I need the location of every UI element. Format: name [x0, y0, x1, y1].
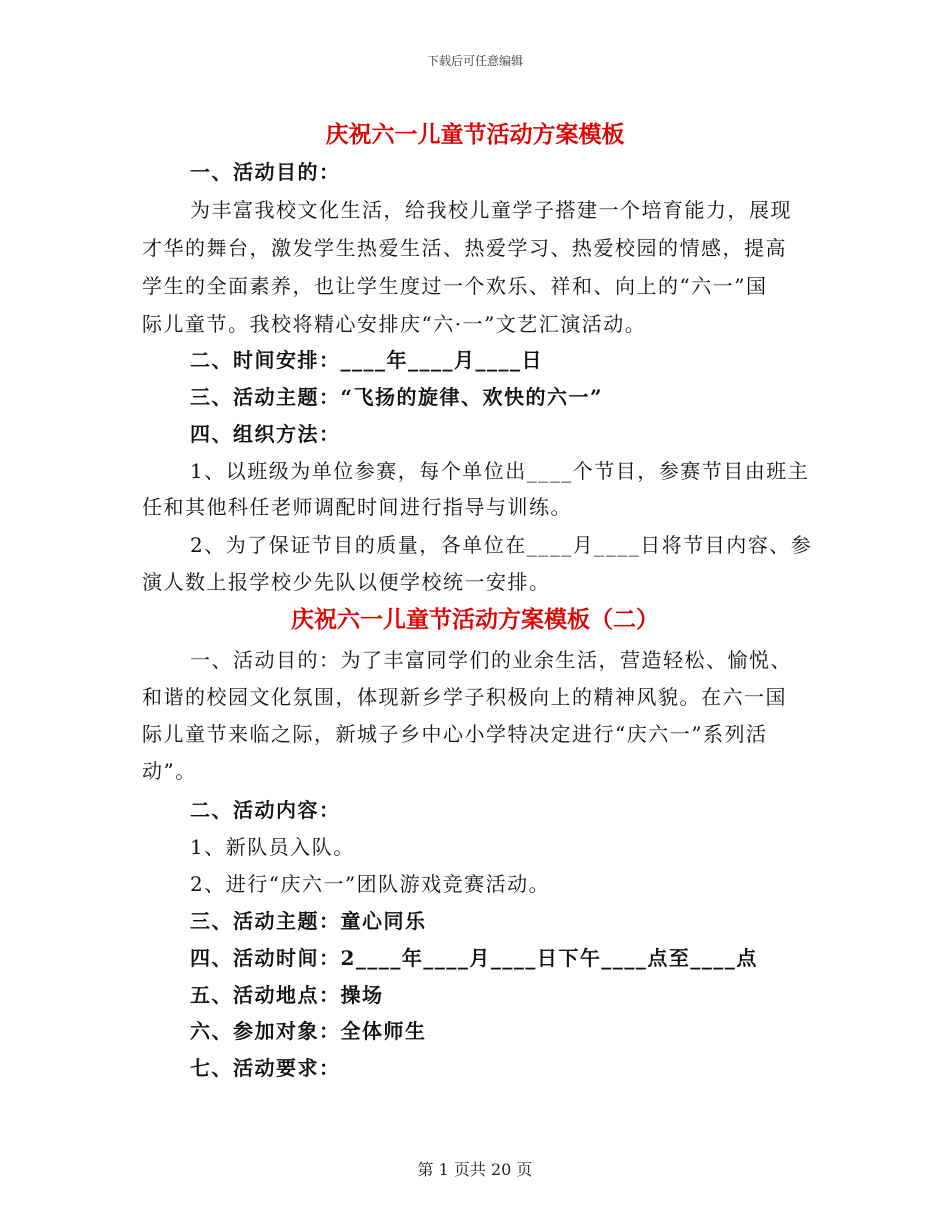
list-item: 1、新队员入队。 [190, 835, 355, 859]
paragraph-line: 和谐的校园文化氛围，体现新乡学子积极向上的精神风貌。在六一国 [142, 685, 787, 709]
heading-place: 五、活动地点：操场 [190, 983, 384, 1007]
paragraph-line: 才华的舞台，激发学生热爱生活、热爱学习、热爱校园的情感，提高 [142, 236, 787, 260]
heading-requirements: 七、活动要求： [190, 1056, 341, 1080]
paragraph-line: 际儿童节来临之际，新城子乡中心小学特决定进行“庆六一”系列活 [142, 722, 768, 746]
paragraph-line: 学生的全面素养，也让学生度过一个欢乐、祥和、向上的“六一”国 [142, 274, 768, 298]
heading-content: 二、活动内容： [190, 798, 341, 822]
paragraph-line: 际儿童节。我校将精心安排庆“六·一”文艺汇演活动。 [142, 312, 647, 336]
paragraph-line: 任和其他科任老师调配时间进行指导与训练。 [142, 495, 572, 519]
paragraph-line: 为丰富我校文化生活，给我校儿童学子搭建一个培育能力，展现 [190, 198, 792, 222]
list-item: 2、进行“庆六一”团队游戏竞赛活动。 [190, 872, 551, 896]
section-title: 庆祝六一儿童节活动方案模板（二） [291, 606, 659, 633]
heading-purpose: 一、活动目的： [190, 160, 341, 184]
page-footer: 第 1 页共 20 页 [417, 1160, 533, 1179]
heading-participants: 六、参加对象：全体师生 [190, 1019, 427, 1043]
heading-method: 四、组织方法： [190, 422, 341, 446]
paragraph-line: 1、以班级为单位参赛，每个单位出____个节目，参赛节目由班主 [190, 459, 810, 483]
heading-time: 二、时间安排：____年____月____日 [190, 348, 543, 372]
document-title: 庆祝六一儿童节活动方案模板 [325, 121, 625, 148]
heading-theme-2: 三、活动主题：童心同乐 [190, 909, 427, 933]
heading-time-2: 四、活动时间：2____年____月____日下午____点至____点 [190, 946, 758, 970]
paragraph-line: 演人数上报学校少先队以便学校统一安排。 [142, 570, 551, 594]
page-header-note: 下载后可任意编辑 [426, 54, 523, 68]
paragraph-line: 2、为了保证节目的质量，各单位在____月____日将节目内容、参 [190, 533, 813, 557]
paragraph-line: 一、活动目的：为了丰富同学们的业余生活，营造轻松、愉悦、 [190, 648, 792, 672]
paragraph-line: 动”。 [142, 759, 197, 783]
heading-theme: 三、活动主题：“飞扬的旋律、欢快的六一” [190, 385, 604, 409]
